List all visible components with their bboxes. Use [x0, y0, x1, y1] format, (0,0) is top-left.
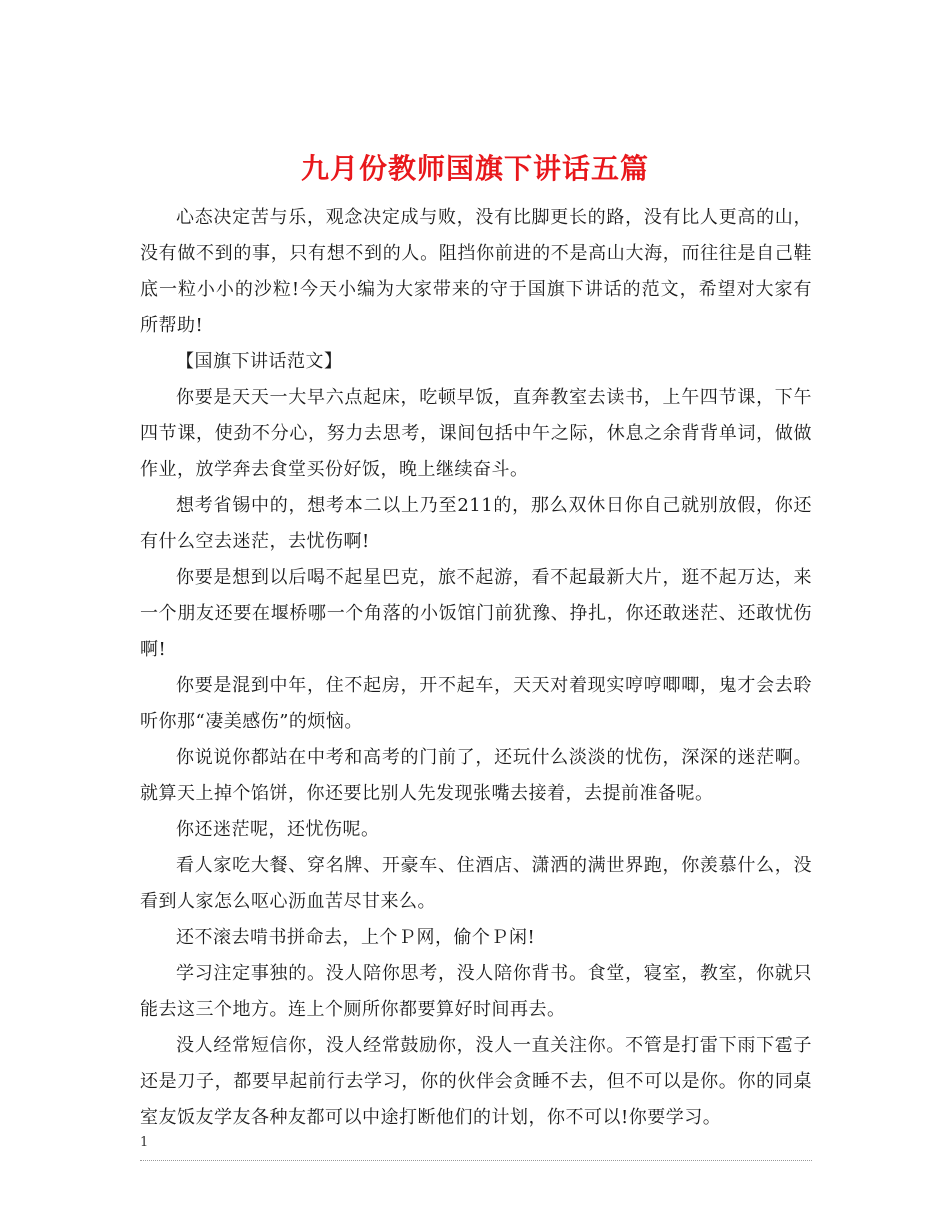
body-paragraph: 看人家吃大餐、穿名牌、开豪车、住酒店、潇洒的满世界跑，你羡慕什么，没看到人家怎么呕心沥血苦尽甘来么。 — [140, 855, 812, 912]
document-title: 九月份教师国旗下讲话五篇 — [300, 151, 649, 185]
body-paragraph: 想考省锡中的，想考本二以上乃至211的，那么双休日你自己就别放假，你还有什么空去迷茫，去忧伤啊! — [140, 495, 812, 552]
body-paragraph: 学习注定事独的。没人陪你思考，没人陪你背书。食堂，寝室，教室，你就只能去这三个地方。连上个厕所你都要算好时间再去。 — [140, 963, 812, 1020]
body-paragraph: 你还迷茫呢，还忧伤呢。 — [176, 819, 380, 840]
intro-paragraph: 心态决定苦与乐，观念决定成与败，没有比脚更长的路，没有比人更高的山，没有做不到的事，只有想不到的人。阻挡你前进的不是高山大海，而往往是自己鞋底一粒小小的沙粒!今天小编为大家带来的守于国旗下讲话的范文，希望对大家有所帮助! — [140, 207, 812, 336]
body-paragraph: 你要是天天一大早六点起床，吃顿早饭，直奔教室去读书，上午四节课，下午四节课，使劲不分心，努力去思考，课间包括中午之际，休息之余背背单词，做做作业，放学奔去食堂买份好饭，晚上继续奋斗。 — [140, 387, 812, 480]
page-number: 1 — [140, 1135, 149, 1150]
body-paragraph: 还不滚去啃书拼命去，上个Ｐ网，偷个Ｐ闲! — [176, 927, 536, 948]
footer-divider — [140, 1160, 812, 1161]
body-paragraph: 你要是混到中年，住不起房，开不起车，天天对着现实哼哼唧唧，鬼才会去聆听你那“凄美感伤”的烦恼。 — [140, 675, 812, 732]
body-paragraph: 你说说你都站在中考和高考的门前了，还玩什么淡淡的忧伤，深深的迷茫啊。就算天上掉个馅饼，你还要比别人先发现张嘴去接着，去提前准备呢。 — [140, 747, 812, 804]
document-body — [140, 200, 812, 1136]
body-paragraph: 你要是想到以后喝不起星巴克，旅不起游，看不起最新大片，逛不起万达，来一个朋友还要在堰桥哪一个角落的小饭馆门前犹豫、挣扎，你还敢迷茫、还敢忧伤啊! — [140, 567, 812, 660]
section-heading: 【国旗下讲话范文】 — [176, 351, 343, 372]
body-paragraph: 没人经常短信你，没人经常鼓励你，没人一直关注你。不管是打雷下雨下雹子还是刀子，都要早起前行去学习，你的伙伴会贪睡不去，但不可以是你。你的同桌室友饭友学友各种友都可以中途打断他们的计划，你不可以!你要学习。 — [140, 1035, 812, 1128]
